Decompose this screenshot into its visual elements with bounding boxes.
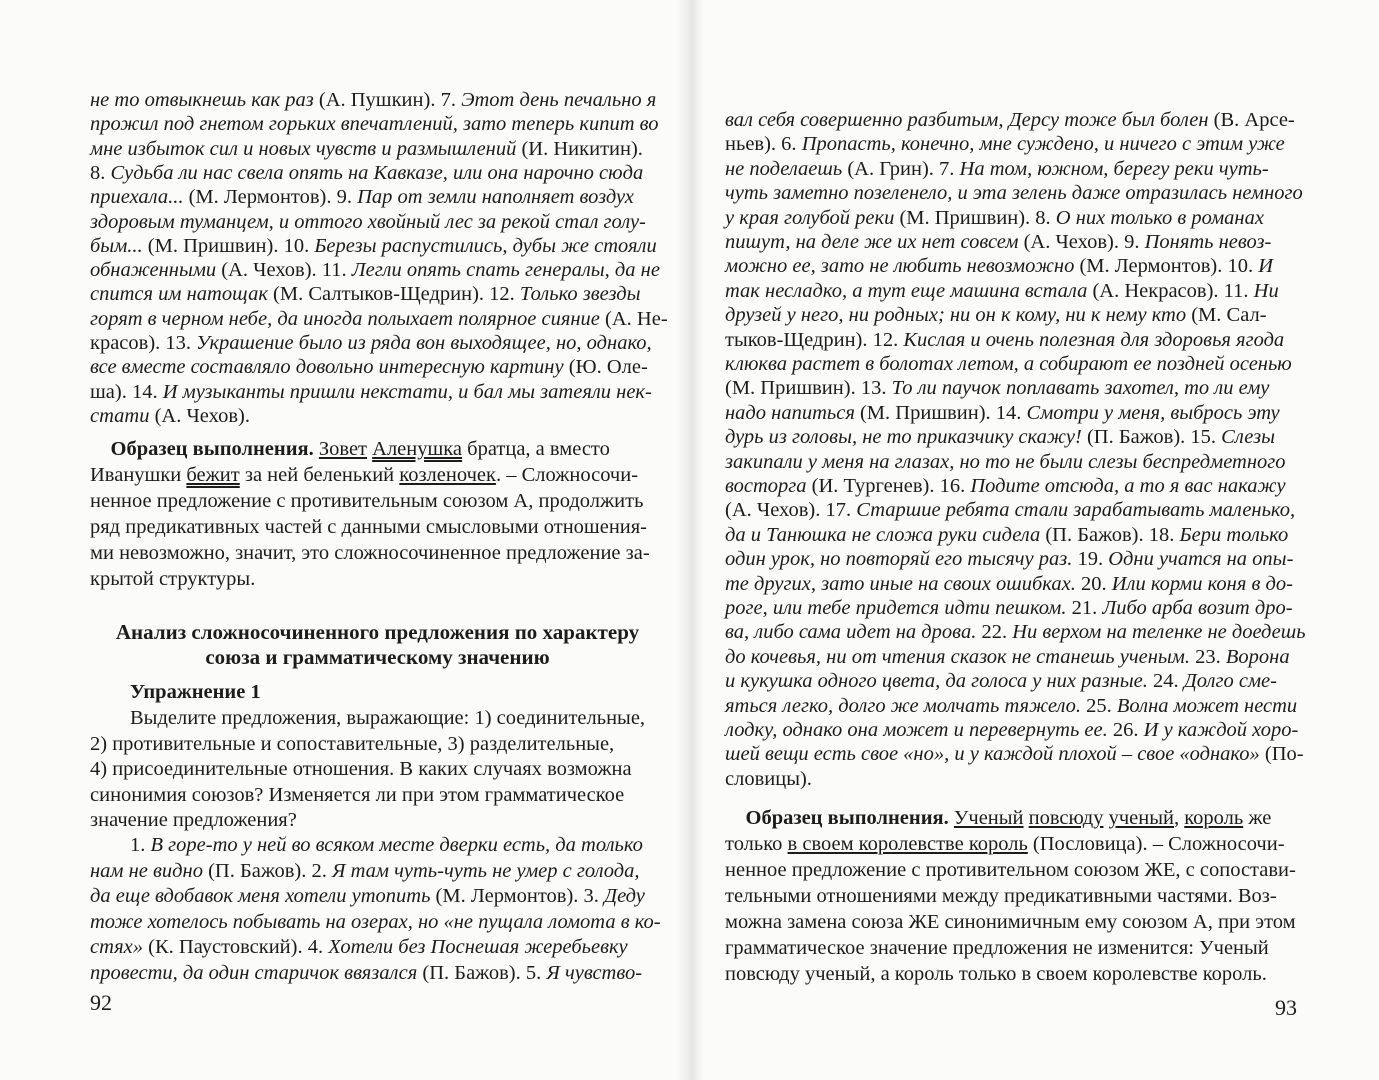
text-line — [725, 328, 1284, 353]
text-line — [725, 669, 1277, 694]
plain-text: (П. Бажов). 18. — [1040, 523, 1180, 546]
italic-text: друзей у него, ни родных; ни он к кому, ни к нему кто — [725, 304, 1187, 327]
text-line — [725, 206, 1264, 231]
text-line — [90, 161, 643, 186]
italic-text: обнаженными — [90, 259, 217, 282]
italic-text: не поделаешь — [725, 157, 843, 180]
plain-text: (А. Пушкин). 7. — [313, 89, 462, 111]
italic-text: у края голубой реки — [725, 206, 895, 229]
exercise-instruction-line: синонимия союзов? Изменяется ли при этом грамматическое — [90, 783, 625, 806]
plain-text: (По- — [1259, 743, 1304, 766]
text-line — [725, 230, 1271, 255]
italic-text: Я там чуть-чуть не умер с голода, — [332, 859, 640, 882]
plain-text: (М. Лермонтов). 9. — [183, 186, 358, 209]
plain-text: 24. — [1147, 670, 1184, 693]
italic-text: стати — [90, 404, 150, 427]
exercise-instruction-line: 4) присоединительные отношения. В каких случаях возможна — [90, 758, 632, 780]
italic-text: нам не видно — [90, 859, 203, 882]
plain-text: (М. Лермонтов). 3. — [430, 885, 605, 907]
italic-text: ва, либо сама идет на дрова. — [725, 621, 977, 644]
italic-text: Судьба ли нас свела опять на Кавказе, или она нарочно сюда — [110, 161, 644, 184]
text-line — [725, 474, 1286, 499]
italic-text: И — [1258, 255, 1274, 278]
italic-text: Слезы — [1221, 426, 1275, 449]
plain-text: (М. Лермонтов). 10. — [1074, 255, 1259, 278]
exercise-title: Упражнение 1 — [130, 681, 261, 703]
text-line — [90, 185, 634, 210]
exercise-sentence-line — [90, 859, 640, 884]
text-line — [725, 401, 1280, 426]
exercise-sentence-line — [130, 833, 643, 858]
plain-text: (И. Тургенев). 16. — [806, 475, 971, 497]
text-line — [90, 307, 668, 332]
left-sample-line-1: Образец выполнения. Зовет Аленушка братца, а вместо — [110, 438, 610, 460]
right-sample-line-1: Образец выполнения. Ученый повсюду ученый, король же — [745, 807, 1272, 829]
text-line — [725, 572, 1293, 597]
exercise-sentence-line — [90, 935, 628, 960]
plain-text: 1. — [130, 834, 151, 856]
text-line — [90, 210, 646, 235]
plain-text: (А. Чехов). 9. — [1018, 231, 1145, 253]
plain-text: 26. — [1107, 719, 1144, 741]
right-sample-line-7: повсюду ученый, а король только в своем королевстве король. — [725, 963, 1267, 985]
plain-text: 22. — [976, 621, 1013, 644]
plain-text: (Ю. Оле- — [563, 356, 648, 379]
text-line — [90, 380, 652, 405]
italic-text: не то отвыкнешь как раз — [90, 89, 314, 111]
italic-text: Подите отсюда, а то я вас накажу — [970, 475, 1286, 497]
exercise-sentence-line — [90, 961, 642, 986]
italic-text: провести, да один старичок ввязался — [90, 961, 418, 984]
italic-text: яться легко, долго же молчать тяжело. — [725, 694, 1082, 717]
plain-text: 8. — [90, 161, 111, 184]
plain-text: 21. — [1066, 597, 1103, 619]
italic-text: Ворона — [1225, 645, 1290, 668]
plain-text: (А. Чехов). 17. — [725, 499, 857, 522]
plain-text: (М. Пришвин). 8. — [894, 206, 1056, 229]
text-line — [725, 279, 1279, 304]
text-line — [90, 88, 656, 113]
text-line — [725, 425, 1275, 450]
text-line — [90, 282, 640, 307]
plain-text: (П. Бажов). 5. — [417, 961, 547, 984]
text-line — [725, 303, 1267, 328]
italic-text: Пропасть, конечно, мне суждено, и ничего с этим уже — [801, 133, 1285, 156]
text-line — [90, 137, 643, 162]
italic-text: Понять невоз- — [1144, 231, 1272, 253]
exercise-instruction-line: значение предложения? — [90, 809, 297, 831]
italic-text: стях» — [90, 936, 144, 958]
italic-text: надо напиться — [725, 401, 855, 424]
italic-text: вал себя совершенно разбитым, Дерсу тоже был болен — [725, 109, 1209, 131]
italic-text: один урок, но повторяй его тысячу раз. — [725, 548, 1073, 571]
text-line — [725, 254, 1273, 279]
italic-text: Ни верхом на теленке не доедешь — [1012, 621, 1306, 644]
text-line — [90, 234, 657, 259]
plain-text: (А. Не- — [599, 307, 668, 330]
exercise-instruction-line: 2) противительные и сопоставительные, 3) разделительные, — [90, 732, 615, 755]
text-line — [725, 547, 1293, 572]
italic-text: пишут, на деле же их нет совсем — [725, 231, 1019, 253]
italic-text: Хотели без Поснешая жеребьевку — [328, 936, 628, 958]
italic-text: лодку, однако она может и перевернуть ее. — [725, 719, 1108, 741]
plain-text: ша). 14. — [90, 380, 163, 403]
right-sample-line-2: только в своем королевстве король (Пословица). – Сложносочи- — [725, 833, 1285, 855]
italic-text: мне избыток сил и новых чувств и размышлений — [90, 137, 517, 160]
italic-text: Смотри у меня, выбрось эту — [1026, 401, 1280, 424]
italic-text: И у каждой хоро- — [1143, 719, 1299, 741]
plain-text: 25. — [1081, 694, 1117, 717]
italic-text: да еще вдобавок меня хотели утопить — [90, 885, 431, 907]
italic-text: прожил под гнетом горьких впечатлений, зато теперь кипит во — [90, 113, 659, 136]
italic-text: бым... — [90, 234, 143, 257]
italic-text: шей вещи есть свое «но», и у каждой плохой – свое «однако» — [725, 743, 1260, 766]
left-sample-line-3: ненное предложение с противительным союзом А, продолжить — [90, 490, 644, 512]
plain-text: красов). 13. — [90, 332, 197, 354]
italic-text: Либо арба возит дро- — [1102, 597, 1293, 619]
text-line — [725, 596, 1293, 621]
italic-text: Этот день печально я — [461, 89, 657, 111]
italic-text: чуть заметно позеленело, и эта зелень даже отразилась немного — [725, 182, 1303, 205]
italic-text: спится им натощак — [90, 283, 268, 306]
left-sample-line-6: крытой структуры. — [90, 568, 256, 590]
plain-text: (П. Бажов). 15. — [1081, 426, 1222, 449]
section-heading-line-1: Анализ сложносочиненного предложения по характеру — [115, 620, 640, 644]
italic-text: О них только в романах — [1055, 206, 1264, 229]
italic-text: Ни — [1253, 279, 1279, 302]
plain-text: 20. — [1075, 572, 1112, 595]
text-line — [725, 132, 1285, 157]
right-sample-line-6: грамматическое значение предложения не изменится: Ученый — [725, 937, 1269, 959]
exercise-instruction-line: Выделите предложения, выражающие: 1) соединительные, — [130, 707, 646, 729]
text-line — [725, 742, 1304, 767]
italic-text: То ли паучок поплавать захотел, то ли ему — [891, 377, 1270, 400]
italic-text: горят в черном небе, да иногда полыхает полярное сияние — [90, 307, 600, 330]
italic-text: Кислая и очень полезная для здоровья ягода — [903, 328, 1285, 351]
page-number-right: 93 — [1275, 995, 1297, 1020]
text-line — [725, 108, 1295, 133]
left-sample-line-4: ряд предикативных частей с данными смысловыми отношения- — [90, 516, 648, 538]
italic-text: дурь из головы, не то приказчику скажу! — [725, 426, 1082, 449]
page-number-left: 92 — [90, 990, 112, 1015]
text-line — [725, 450, 1286, 475]
italic-text: И музыканты пришли некстати, и бал мы затеяли нек- — [162, 380, 652, 403]
right-sample-line-3: ненное предложение с противительном союзом ЖЕ, с сопостави- — [725, 859, 1296, 881]
plain-text: (В. Арсе- — [1208, 109, 1295, 131]
italic-text: Украшение было из ряда вон выходящее, но, однако, — [196, 332, 652, 354]
text-line — [725, 376, 1269, 401]
italic-text: Пар от земли наполняет воздух — [357, 186, 634, 209]
exercise-sentence-line — [90, 910, 661, 935]
italic-text: тоже хотелось побывать на озерах, но «не пущала ломота в ко- — [90, 910, 661, 933]
plain-text: (А. Чехов). — [149, 404, 250, 427]
text-line — [90, 331, 652, 356]
text-line — [90, 404, 250, 429]
plain-text: (М. Пришвин). 14. — [854, 401, 1027, 424]
italic-text: роге, или тебе придется идти пешком. — [725, 597, 1067, 619]
text-line — [725, 523, 1288, 548]
italic-text: Деду — [604, 885, 645, 907]
plain-text: тыков-Щедрин). 12. — [725, 328, 904, 351]
plain-text: (М. Салтыков-Щедрин). 12. — [267, 283, 520, 306]
italic-text: Старшие ребята стали зарабатывать маленько, — [856, 499, 1296, 522]
plain-text: (М. Пришвин). 10. — [142, 234, 315, 257]
plain-text: ньев). 6. — [725, 133, 802, 156]
italic-text: и кукушка одного цвета, да голоса у них разные. — [725, 670, 1148, 693]
italic-text: можно ее, зато не любить невозможно — [725, 255, 1075, 278]
plain-text: (А. Чехов). 11. — [216, 259, 352, 282]
plain-text: (И. Никитин). — [516, 137, 643, 160]
plain-text: 19. — [1072, 548, 1109, 571]
plain-text: (М. Сал- — [1186, 304, 1267, 327]
italic-text: Или корми коня в до- — [1111, 572, 1293, 595]
italic-text: Легли опять спать генералы, да не — [351, 259, 660, 282]
italic-text: Долго сме- — [1183, 670, 1277, 693]
plain-text: (П. Бажов). 2. — [202, 859, 333, 882]
plain-text: (А. Грин). 7. — [842, 157, 960, 180]
italic-text: здоровым туманцем, и оттого хвойный лес за рекой стал голу- — [90, 210, 646, 233]
text-line — [90, 112, 659, 137]
italic-text: Березы распустились, дубы же стояли — [314, 234, 657, 257]
text-line — [725, 620, 1306, 645]
right-sample-line-5: можна замена союза ЖЕ синонимичным ему союзом А, при этом — [725, 911, 1296, 933]
right-sample-line-4: тельными отношениями между предикативными частями. Воз- — [725, 885, 1277, 907]
left-sample-line-5: ми невозможно, значит, это сложносочиненное предложение за- — [90, 542, 650, 564]
italic-text: Бери только — [1179, 523, 1289, 546]
text-line — [725, 645, 1290, 670]
italic-text: клюква растет в болотах летом, а собирают ее поздней осенью — [725, 353, 1292, 375]
text-line — [725, 498, 1295, 523]
text-line — [725, 352, 1292, 377]
text-line — [725, 694, 1297, 719]
italic-text: приехала... — [90, 186, 184, 209]
text-line — [90, 355, 648, 380]
italic-text: восторга — [725, 475, 807, 497]
text-line — [725, 157, 1269, 182]
italic-text: те других, зато иные на своих ошибках. — [725, 572, 1076, 595]
left-sample-line-2: Иванушки бежит за ней беленький козленочек. – Сложносочи- — [90, 464, 639, 486]
exercise-sentence-line — [90, 884, 645, 909]
plain-text: (А. Некрасов). 11. — [1087, 279, 1254, 302]
text-line — [725, 181, 1303, 206]
plain-text: 23. — [1190, 645, 1226, 668]
italic-text: да и Танюшка не сложа руки сидела — [725, 523, 1041, 546]
right-page — [690, 0, 1379, 1080]
italic-text: закипали у меня на глазах, но то не были слезы беспредметного — [725, 450, 1286, 473]
italic-text: В горе-то у ней во всяком месте дверки есть, да только — [150, 834, 643, 856]
italic-text: Только звезды — [519, 283, 641, 306]
plain-text: (К. Паустовский). 4. — [143, 936, 329, 958]
text-line — [90, 258, 660, 283]
section-heading-line-2: союза и грамматическому значению — [205, 645, 550, 669]
italic-text: Волна может нести — [1116, 694, 1298, 717]
plain-text: словицы). — [725, 767, 812, 790]
italic-text: все вместе составляло довольно интересную картину — [90, 356, 564, 379]
plain-text: (М. Пришвин). 13. — [725, 377, 892, 400]
italic-text: Одни учатся на опы- — [1108, 548, 1294, 571]
italic-text: Я чувство- — [546, 961, 643, 984]
text-line — [725, 718, 1298, 743]
text-line — [725, 767, 812, 792]
italic-text: так несладко, а тут еще машина встала — [725, 279, 1088, 302]
italic-text: На том, южном, берегу реки чуть- — [959, 157, 1269, 180]
italic-text: до кочевья, ни от чтения сказок не станешь ученым. — [725, 645, 1190, 668]
